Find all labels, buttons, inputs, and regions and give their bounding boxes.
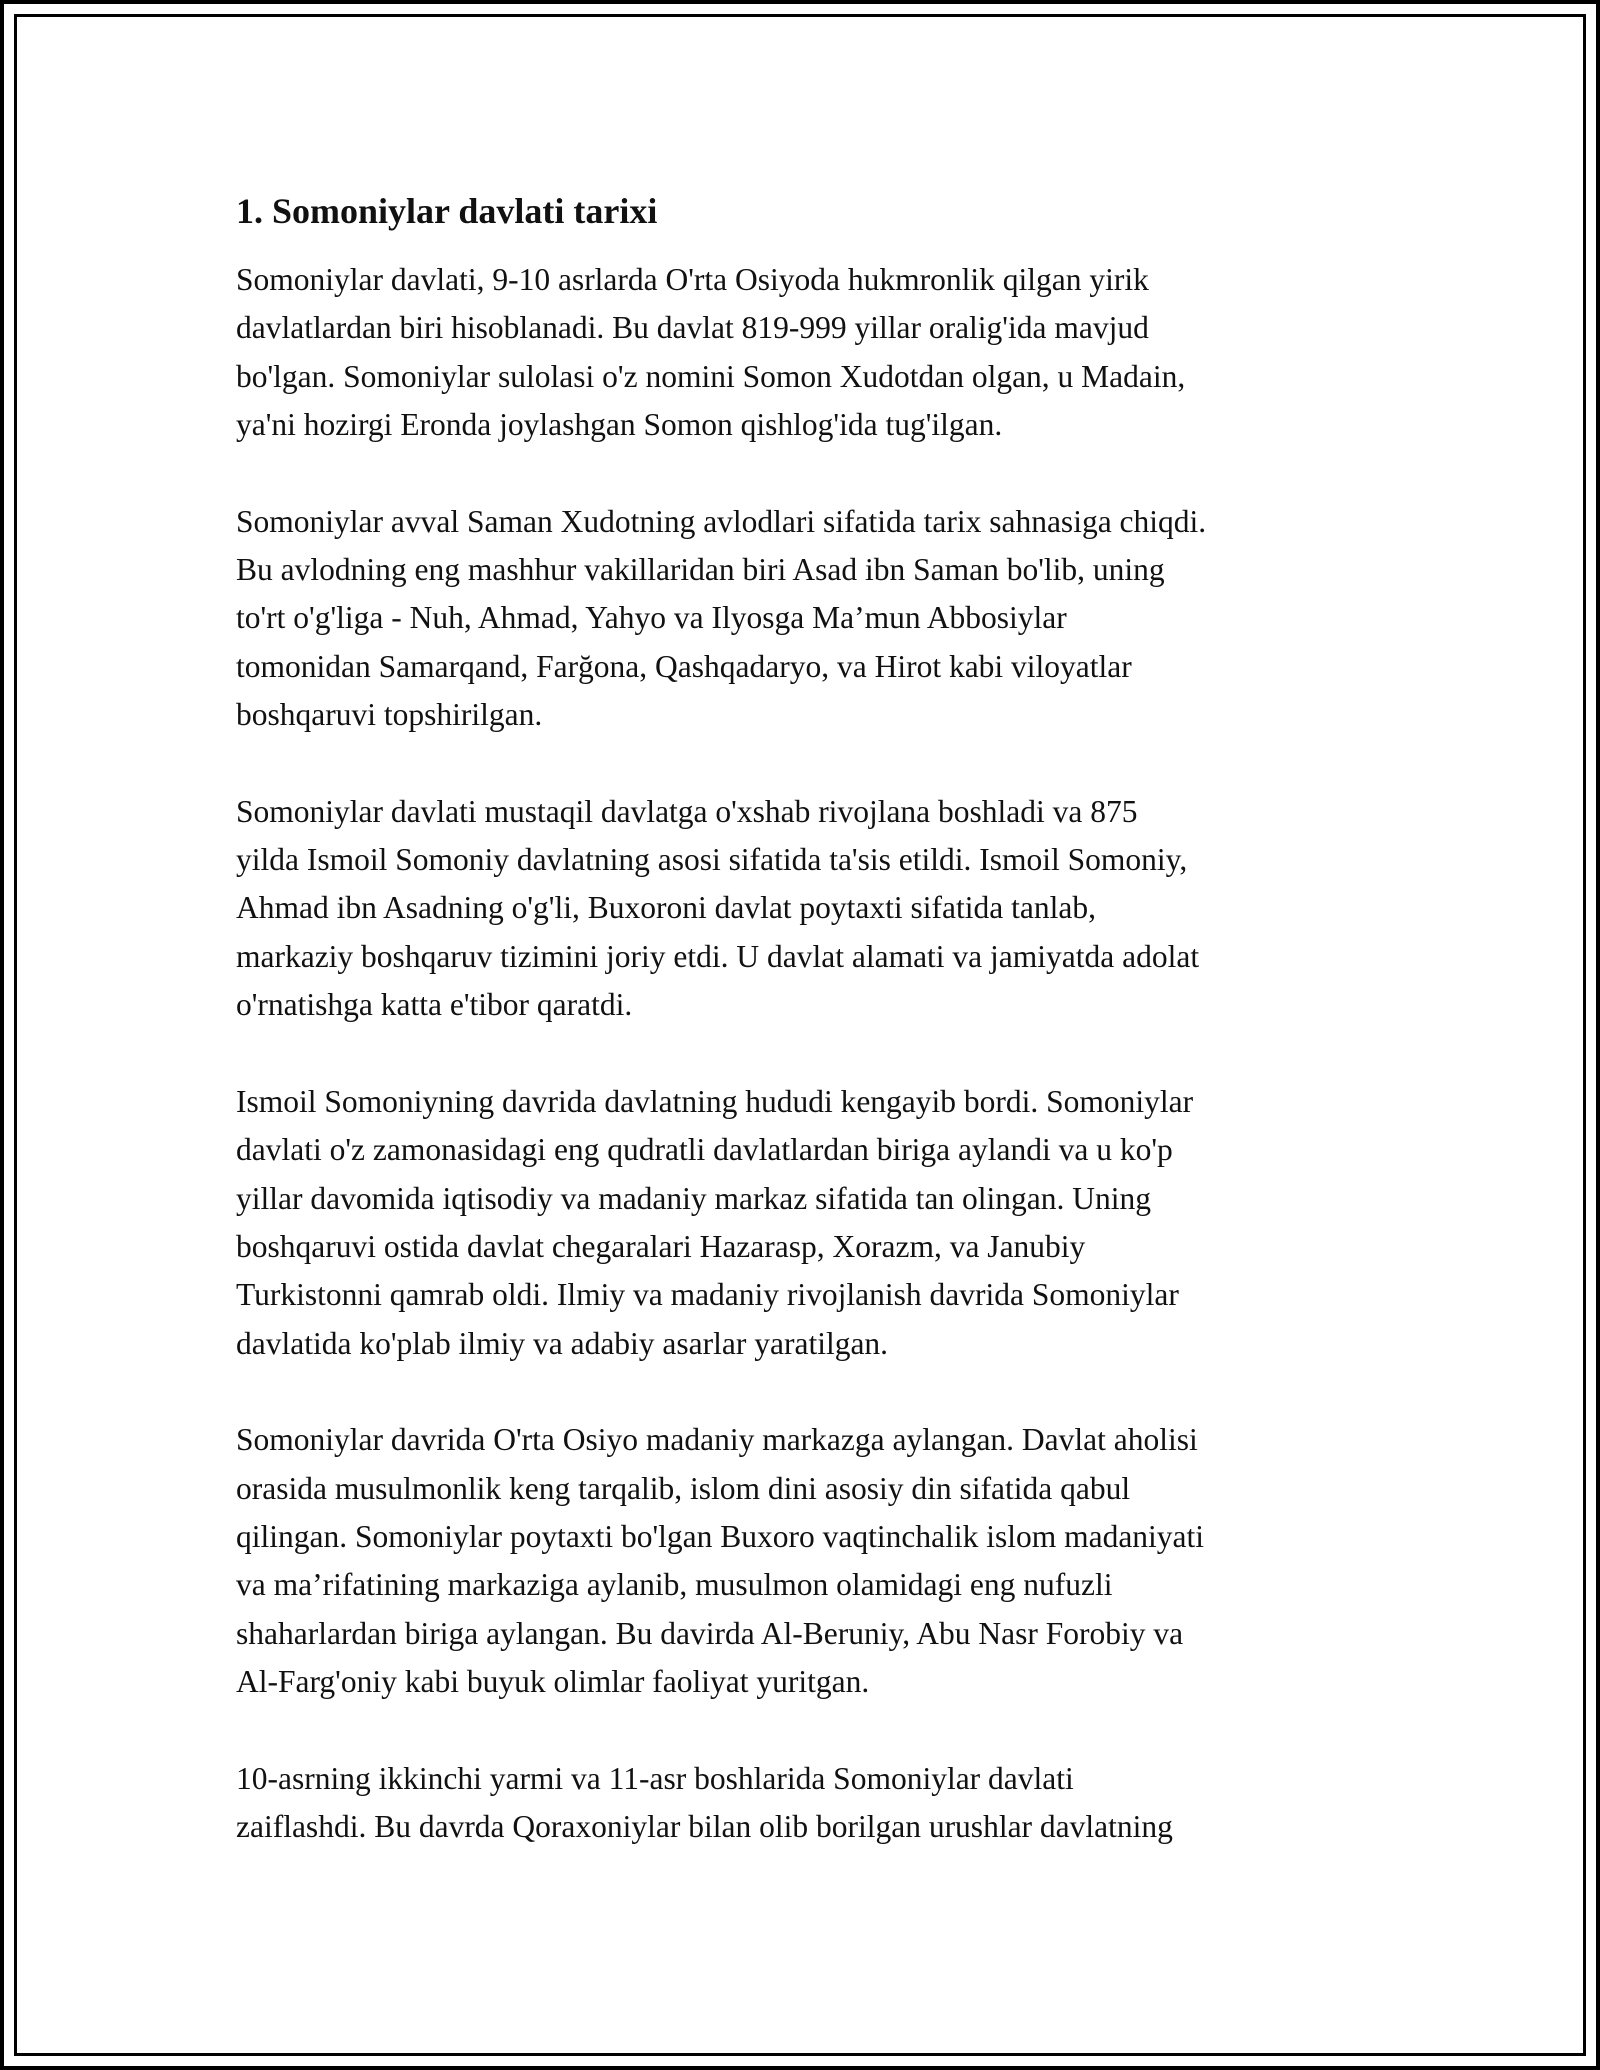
text-line: Al-Farg'oniy kabi buyuk olimlar faoliyat yuritgan.: [236, 1664, 870, 1700]
paragraph: [236, 498, 1386, 740]
text-line: Somoniylar davrida O'rta Osiyo madaniy markazga aylangan. Davlat aholisi: [236, 1422, 1198, 1458]
text-line: bo'lgan. Somoniylar sulolasi o'z nomini Somon Xudotdan olgan, u Madain,: [236, 358, 1186, 394]
text-line: boshqaruvi topshirilgan.: [236, 697, 543, 733]
paragraph: [236, 256, 1386, 450]
page-title: 1. Somoniylar davlati tarixi: [236, 191, 658, 231]
paragraph: [236, 788, 1386, 1030]
text-line: orasida musulmonlik keng tarqalib, islom dini asosiy din sifatida qabul: [236, 1470, 1131, 1506]
text-line: Somoniylar davlati, 9-10 asrlarda O'rta Osiyoda hukmronlik qilgan yirik: [236, 262, 1149, 297]
text-line: yillar davomida iqtisodiy va madaniy markaz sifatida tan olingan. Uning: [236, 1180, 1152, 1216]
text-line: va ma’rifatining markaziga aylanib, musulmon olamidagi eng nufuzli: [236, 1567, 1113, 1603]
text-line: o'rnatishga katta e'tibor qaratdi.: [236, 987, 633, 1023]
text-line: boshqaruvi ostida davlat chegaralari Hazarasp, Xorazm, va Janubiy: [236, 1228, 1086, 1264]
text-line: Turkistonni qamrab oldi. Ilmiy va madaniy rivojlanish davrida Somoniylar: [236, 1277, 1179, 1313]
text-line: davlatlardan biri hisoblanadi. Bu davlat 819-999 yillar oralig'ida mavjud: [236, 310, 1149, 346]
text-line: Somoniylar davlati mustaqil davlatga o'xshab rivojlana boshladi va 875: [236, 793, 1138, 829]
text-line: qilingan. Somoniylar poytaxti bo'lgan Buxoro vaqtinchalik islom madaniyati: [236, 1518, 1205, 1554]
text-line: markaziy boshqaruv tizimini joriy etdi. U davlat alamati va jamiyatda adolat: [236, 938, 1200, 974]
text-line: 10-asrning ikkinchi yarmi va 11-asr boshlarida Somoniylar davlati: [236, 1760, 1074, 1796]
text-line: to'rt o'g'liga - Nuh, Ahmad, Yahyo va Ilyosga Ma’mun Abbosiylar: [236, 600, 1067, 636]
text-line: zaiflashdi. Bu davrda Qoraxoniylar bilan olib borilgan urushlar davlatning: [236, 1808, 1173, 1844]
text-line: davlati o'z zamonasidagi eng qudratli davlatlardan biriga aylandi va u ko'p: [236, 1132, 1173, 1168]
paragraph: [236, 1755, 1386, 1852]
text-line: Ismoil Somoniyning davrida davlatning hududi kengayib bordi. Somoniylar: [236, 1083, 1194, 1119]
document-page: [236, 186, 1386, 1899]
text-line: ya'ni hozirgi Eronda joylashgan Somon qishlog'ida tug'ilgan.: [236, 407, 1003, 443]
text-line: davlatida ko'plab ilmiy va adabiy asarlar yaratilgan.: [236, 1325, 889, 1361]
paragraph: [236, 1078, 1386, 1368]
text-line: Ahmad ibn Asadning o'g'li, Buxoroni davlat poytaxti sifatida tanlab,: [236, 890, 1096, 926]
text-line: Bu avlodning eng mashhur vakillaridan biri Asad ibn Saman bo'lib, uning: [236, 552, 1165, 588]
text-line: yilda Ismoil Somoniy davlatning asosi sifatida ta'sis etildi. Ismoil Somoniy,: [236, 842, 1188, 878]
text-line: Somoniylar avval Saman Xudotning avlodlari sifatida tarix sahnasiga chiqdi.: [236, 503, 1207, 539]
paragraph: [236, 1416, 1386, 1706]
text-line: shaharlardan biriga aylangan. Bu davirda Al-Beruniy, Abu Nasr Forobiy va: [236, 1615, 1184, 1651]
text-line: tomonidan Samarqand, Farğona, Qashqadaryo, va Hirot kabi viloyatlar: [236, 648, 1132, 684]
